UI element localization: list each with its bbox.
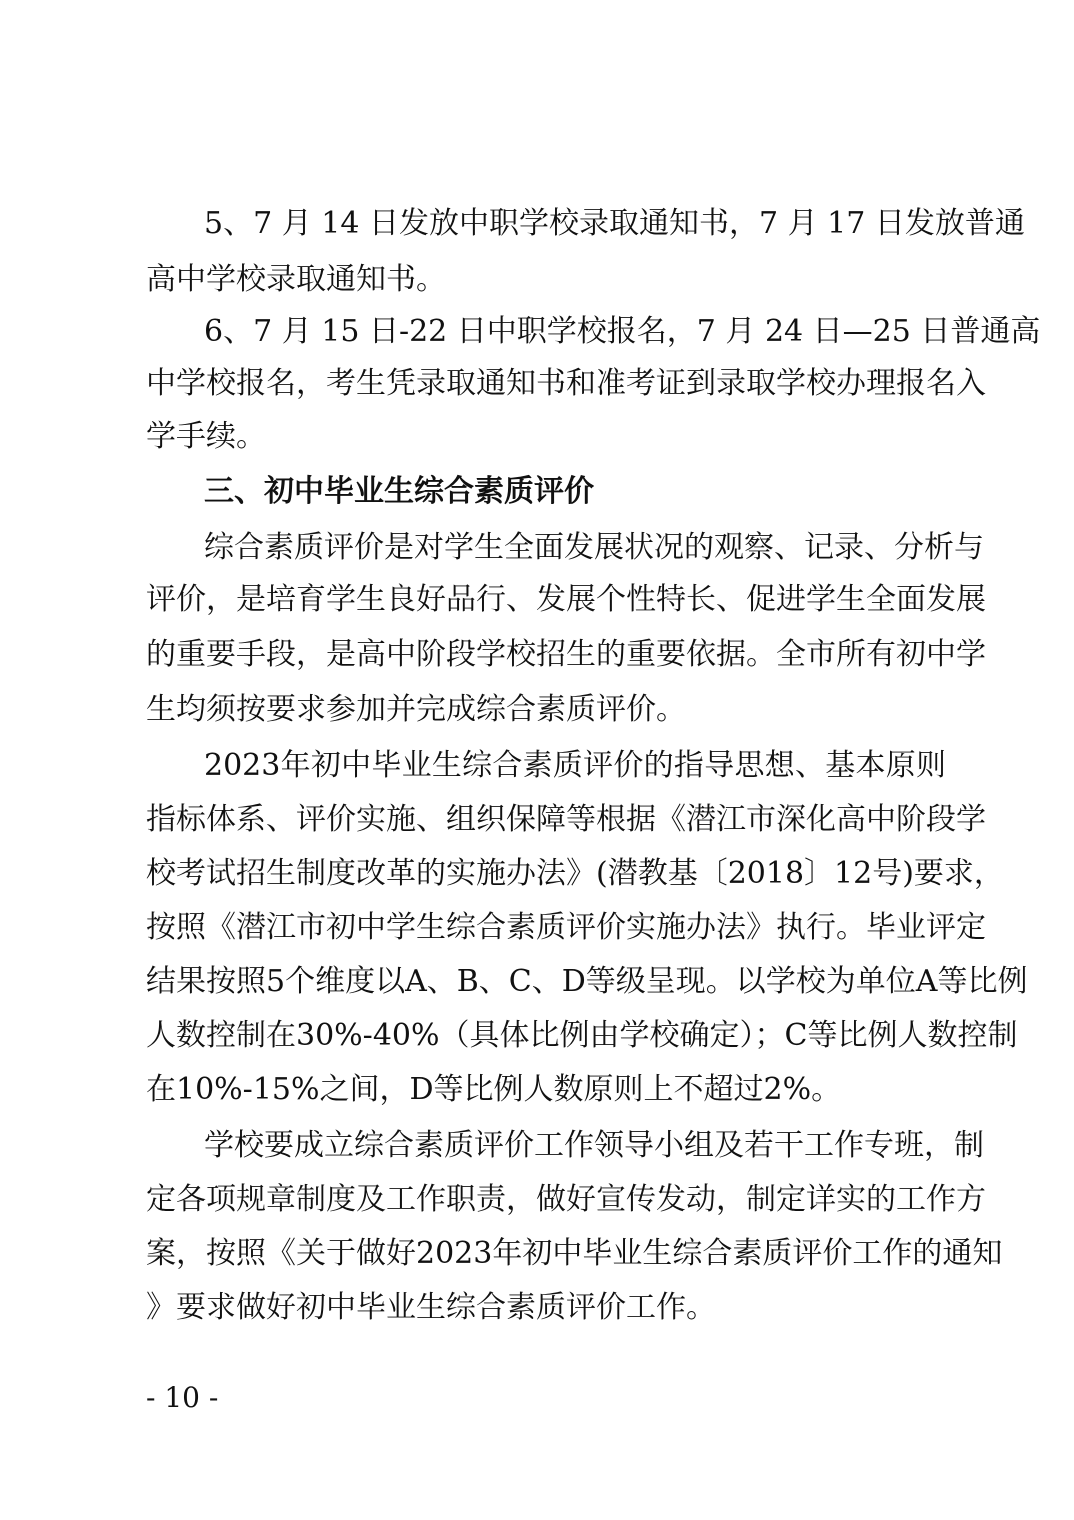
section-heading: 三、初中毕业生综合素质评价 xyxy=(204,474,594,509)
paragraph-line: 生均须按要求参加并完成综合素质评价。 xyxy=(146,692,686,727)
paragraph-line: 2023年初中毕业生综合素质评价的指导思想、基本原则 xyxy=(204,748,946,783)
paragraph-line: 在10%-15%之间，D等比例人数原则上不超过2%。 xyxy=(146,1072,842,1107)
page-number: - 10 - xyxy=(146,1381,219,1414)
paragraph-line: 6、7 月 15 日-22 日中职学校报名，7 月 24 日—25 日普通高 xyxy=(204,314,1041,349)
paragraph-line: 中学校报名，考生凭录取通知书和准考证到录取学校办理报名入 xyxy=(146,366,986,401)
paragraph-line: 综合素质评价是对学生全面发展状况的观察、记录、分析与 xyxy=(204,530,984,565)
paragraph-line: 结果按照5个维度以A、B、C、D等级呈现。以学校为单位A等比例 xyxy=(146,964,1028,999)
paragraph-line: 的重要手段，是高中阶段学校招生的重要依据。全市所有初中学 xyxy=(146,637,986,672)
paragraph-line: 学校要成立综合素质评价工作领导小组及若干工作专班，制 xyxy=(204,1128,984,1163)
paragraph-line: 评价，是培育学生良好品行、发展个性特长、促进学生全面发展 xyxy=(146,582,986,617)
paragraph-line: 5、7 月 14 日发放中职学校录取通知书，7 月 17 日发放普通 xyxy=(204,206,1025,241)
paragraph-line: 案，按照《关于做好2023年初中毕业生综合素质评价工作的通知 xyxy=(146,1236,1003,1271)
paragraph-line: 学手续。 xyxy=(146,419,266,454)
paragraph-line: 指标体系、评价实施、组织保障等根据《潜江市深化高中阶段学 xyxy=(146,802,986,837)
paragraph-line: 高中学校录取通知书。 xyxy=(146,262,446,297)
paragraph-line: 》要求做好初中毕业生综合素质评价工作。 xyxy=(146,1290,716,1325)
paragraph-line: 人数控制在30%-40%（具体比例由学校确定）；C等比例人数控制 xyxy=(146,1018,1018,1053)
paragraph-line: 按照《潜江市初中学生综合素质评价实施办法》执行。毕业评定 xyxy=(146,910,986,945)
paragraph-line: 定各项规章制度及工作职责，做好宣传发动，制定详实的工作方 xyxy=(146,1182,986,1217)
paragraph-line: 校考试招生制度改革的实施办法》(潜教基〔2018〕12号)要求， xyxy=(146,856,1004,891)
